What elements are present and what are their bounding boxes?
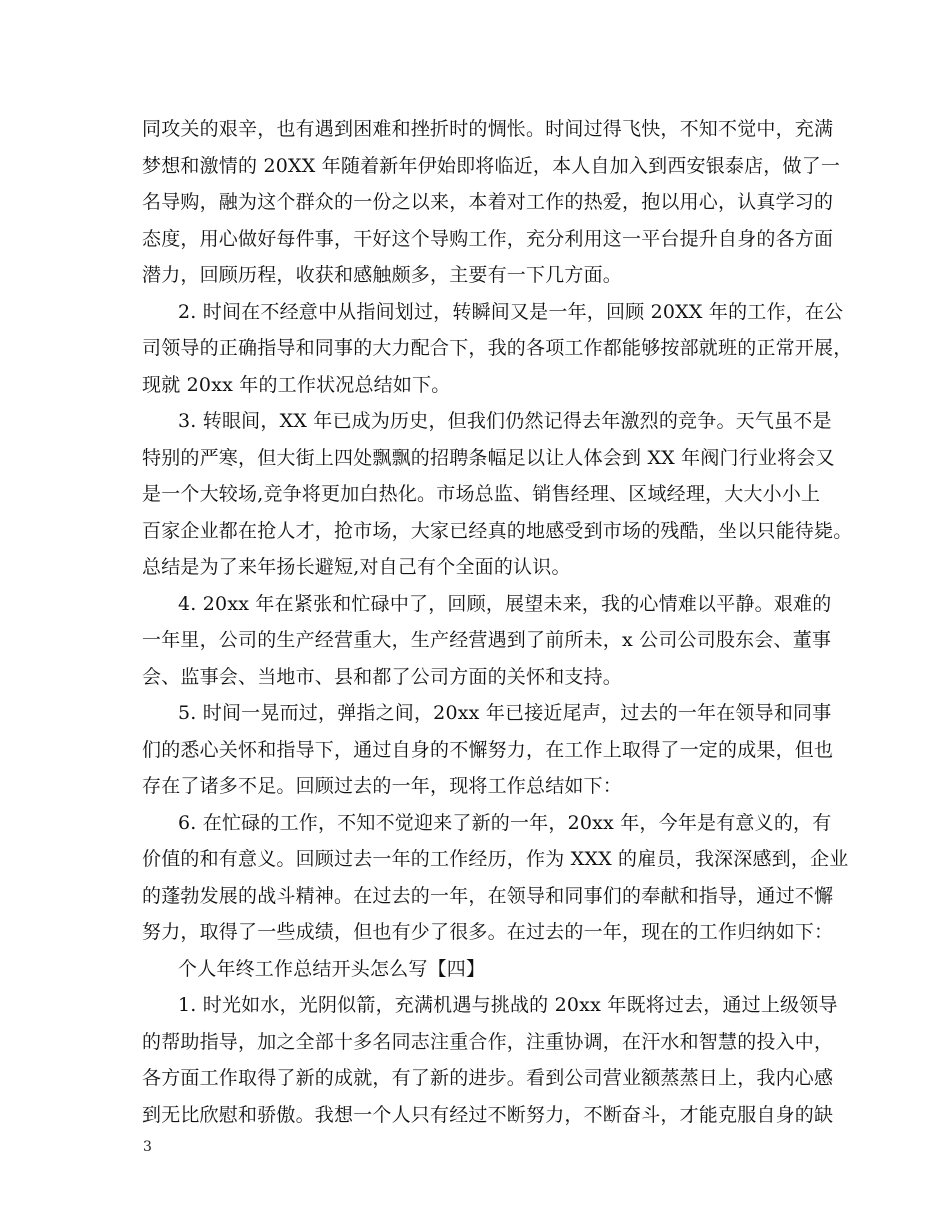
text-line: 一年里，公司的生产经营重大，生产经营遇到了前所未，x 公司公司股东会、董事 bbox=[142, 629, 832, 651]
text-line: 努力，取得了一些成绩，但也有少了很多。在过去的一年，现在的工作归纳如下： bbox=[142, 921, 834, 943]
paragraph-6-start: 6. 在忙碌的工作，不知不觉迎来了新的一年，20xx 年，今年是有意义的，有 bbox=[178, 812, 832, 834]
text-line: 名导购，融为这个群众的一份之以来，本着对工作的热爱，抱以用心，认真学习的 bbox=[142, 191, 834, 213]
paragraph-5-start: 5. 时间一晃而过，弹指之间，20xx 年已接近尾声，过去的一年在领导和同事 bbox=[178, 702, 832, 724]
section-heading: 个人年终工作总结开头怎么写【四】 bbox=[178, 958, 486, 980]
text-line: 各方面工作取得了新的成就，有了新的进步。看到公司营业额蒸蒸日上，我内心感 bbox=[142, 1067, 834, 1089]
text-line: 梦想和激情的 20XX 年随着新年伊始即将临近，本人自加入到西安银泰店，做了一 bbox=[142, 155, 841, 177]
text-line: 现就 20xx 年的工作状况总结如下。 bbox=[142, 374, 451, 396]
text-line: 存在了诸多不足。回顾过去的一年，现将工作总结如下： bbox=[142, 775, 623, 797]
paragraph-4-start: 4. 20xx 年在紧张和忙碌中了，回顾，展望未来，我的心情难以平静。艰难的 bbox=[178, 593, 832, 615]
text-line: 到无比欣慰和骄傲。我想一个人只有经过不断努力，不断奋斗，才能克服自身的缺 bbox=[142, 1104, 834, 1126]
paragraph-1-start: 1. 时光如水，光阴似箭，充满机遇与挑战的 20xx 年既将过去，通过上级领导 bbox=[178, 994, 838, 1016]
text-line: 司领导的正确指导和同事的大力配合下，我的各项工作都能够按部就班的正常开展， bbox=[142, 337, 853, 359]
text-line: 特别的严寒，但大街上四处飘飘的招聘条幅足以让人体会到 XX 年阀门行业将会又 bbox=[142, 447, 835, 469]
paragraph-2-start: 2. 时间在不经意中从指间划过，转瞬间又是一年，回顾 20XX 年的工作，在公 bbox=[178, 301, 844, 323]
page-number: 3 bbox=[143, 1139, 152, 1155]
text-line: 百家企业都在抢人才，抢市场，大家已经真的地感受到市场的残酷，坐以只能待毙。 bbox=[142, 520, 853, 542]
text-line: 的蓬勃发展的战斗精神。在过去的一年，在领导和同事们的奉献和指导，通过不懈 bbox=[142, 885, 834, 907]
text-line: 会、监事会、当地市、县和都了公司方面的关怀和支持。 bbox=[142, 666, 623, 688]
text-line: 的帮助指导，加之全部十多名同志注重合作，注重协调，在汗水和智慧的投入中， bbox=[142, 1031, 834, 1053]
paragraph-3-start: 3. 转眼间，XX 年已成为历史，但我们仍然记得去年激烈的竞争。天气虽不是 bbox=[178, 410, 832, 432]
text-line: 同攻关的艰辛，也有遇到困难和挫折时的惆怅。时间过得飞快，不知不觉中，充满 bbox=[142, 118, 834, 140]
text-line: 潜力，回顾历程，收获和感触颇多，主要有一下几方面。 bbox=[142, 264, 623, 286]
text-line: 价值的和有意义。回顾过去一年的工作经历，作为 XXX 的雇员，我深深感到，企业 bbox=[142, 848, 849, 870]
text-line: 总结是为了来年扬长避短,对自己有个全面的认识。 bbox=[142, 556, 571, 578]
text-line: 是一个大较场,竞争将更加白热化。市场总监、销售经理、区域经理，大大小小上 bbox=[142, 483, 821, 505]
text-line: 态度，用心做好每件事，干好这个导购工作，充分利用这一平台提升自身的各方面 bbox=[142, 228, 834, 250]
text-line: 们的悉心关怀和指导下，通过自身的不懈努力，在工作上取得了一定的成果，但也 bbox=[142, 739, 834, 761]
